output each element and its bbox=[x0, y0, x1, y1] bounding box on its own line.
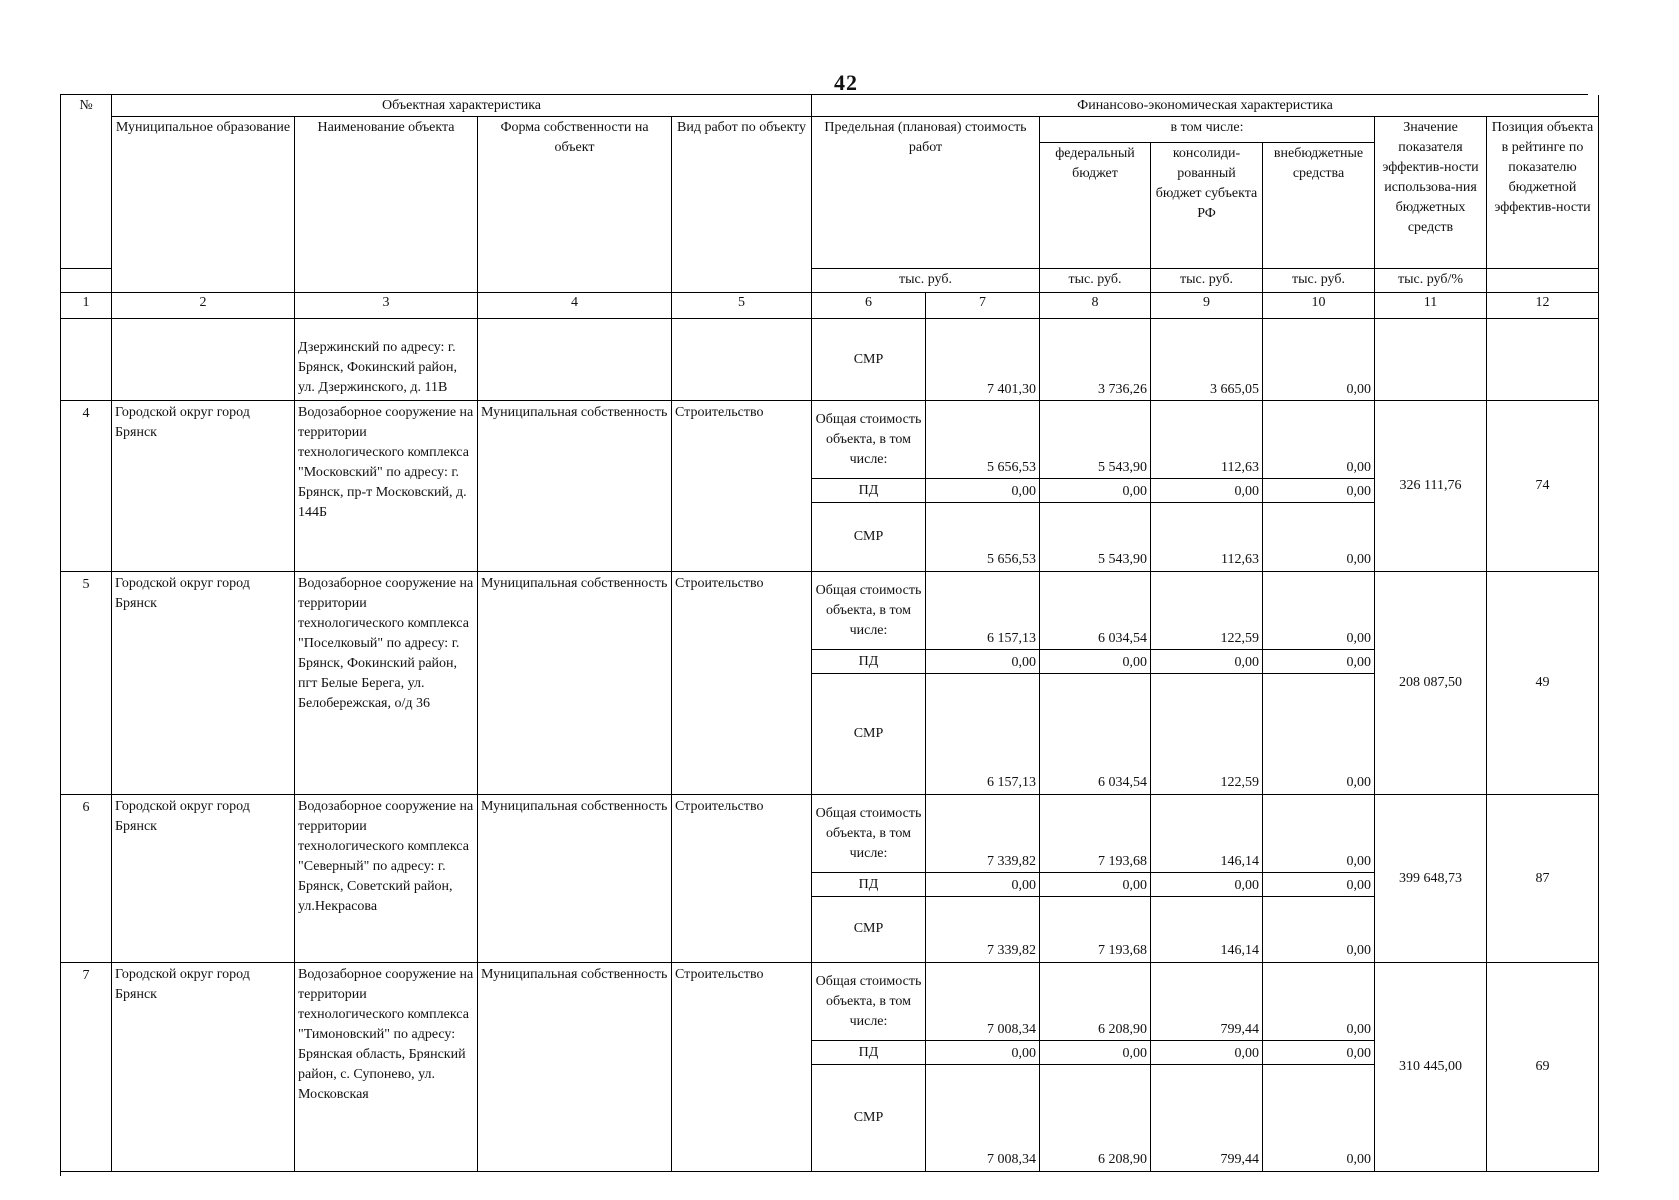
cost-breakdown-label-smr: СМР bbox=[853, 725, 884, 741]
row-number: 4 bbox=[61, 401, 112, 572]
row-municipality: Городской округ город Брянск bbox=[112, 963, 295, 1172]
extrabudget-funds-stack bbox=[1263, 572, 1375, 795]
header-object-characteristic: Объектная характеристика bbox=[112, 95, 812, 117]
limit-cost-stack bbox=[926, 963, 1040, 1172]
cost-breakdown-label-stack bbox=[812, 572, 926, 795]
limit-cost-stack bbox=[926, 572, 1040, 795]
col-number: 9 bbox=[1151, 293, 1263, 319]
row-work-type: Строительство bbox=[672, 795, 812, 963]
unit-extrabudget: тыс. руб. bbox=[1263, 269, 1375, 293]
partial-smr-federal: 3 736,26 bbox=[1040, 319, 1151, 401]
col-number: 1 bbox=[61, 293, 112, 319]
efficiency-value: 326 111,76 bbox=[1375, 401, 1487, 572]
consolidated-budget-total: 112,63 bbox=[1151, 401, 1262, 479]
unit-consolidated: тыс. руб. bbox=[1151, 269, 1263, 293]
federal-budget-stack bbox=[1040, 963, 1151, 1172]
cost-breakdown-label-total: Общая стоимость объекта, в том числе: bbox=[812, 401, 925, 479]
col-number: 7 bbox=[926, 293, 1040, 319]
limit-cost-total: 5 656,53 bbox=[926, 401, 1039, 479]
header-rating: Позиция объекта в рейтинге по показателю бюджетной эффектив-ности bbox=[1487, 117, 1599, 269]
federal-budget-pd: 0,00 bbox=[1040, 873, 1150, 897]
limit-cost-stack bbox=[926, 795, 1040, 963]
federal-budget-total: 6 208,90 bbox=[1040, 963, 1150, 1041]
extrabudget-funds-smr: 0,00 bbox=[1346, 775, 1371, 790]
partial-smr-total: 7 401,30 bbox=[926, 319, 1040, 401]
col-number: 2 bbox=[112, 293, 295, 319]
efficiency-value: 208 087,50 bbox=[1375, 572, 1487, 795]
limit-cost-smr: 5 656,53 bbox=[987, 552, 1036, 567]
extrabudget-funds-total: 0,00 bbox=[1263, 795, 1374, 873]
consolidated-budget-total: 799,44 bbox=[1151, 963, 1262, 1041]
header-including: в том числе: bbox=[1040, 117, 1375, 143]
col-number: 8 bbox=[1040, 293, 1151, 319]
federal-budget-pd: 0,00 bbox=[1040, 479, 1150, 503]
partial-ownership bbox=[478, 319, 672, 401]
row-work-type: Строительство bbox=[672, 401, 812, 572]
page-number: 42 bbox=[834, 70, 858, 95]
federal-budget-total: 5 543,90 bbox=[1040, 401, 1150, 479]
limit-cost-pd: 0,00 bbox=[926, 1041, 1039, 1065]
row-ownership: Муниципальная собственность bbox=[478, 401, 672, 572]
extrabudget-funds-pd: 0,00 bbox=[1263, 650, 1374, 674]
col-number: 10 bbox=[1263, 293, 1375, 319]
cost-breakdown-label-pd: ПД bbox=[812, 479, 925, 503]
consolidated-budget-stack bbox=[1151, 401, 1263, 572]
extrabudget-funds-stack bbox=[1263, 963, 1375, 1172]
rating-position: 49 bbox=[1487, 572, 1599, 795]
cost-breakdown-label-pd: ПД bbox=[812, 1041, 925, 1065]
col-number: 3 bbox=[295, 293, 478, 319]
rating-position: 74 bbox=[1487, 401, 1599, 572]
federal-budget-stack bbox=[1040, 572, 1151, 795]
cost-breakdown-label-stack bbox=[812, 401, 926, 572]
limit-cost-pd: 0,00 bbox=[926, 479, 1039, 503]
partial-no bbox=[61, 319, 112, 401]
row-number: 6 bbox=[61, 795, 112, 963]
row-work-type: Строительство bbox=[672, 572, 812, 795]
header-municipality: Муниципальное образование bbox=[112, 117, 295, 293]
partial-object-name bbox=[295, 319, 478, 401]
header-consolidated: консолиди-рованный бюджет субъекта РФ bbox=[1151, 143, 1263, 269]
row-work-type: Строительство bbox=[672, 963, 812, 1172]
consolidated-budget-total: 146,14 bbox=[1151, 795, 1262, 873]
extrabudget-funds-total: 0,00 bbox=[1263, 572, 1374, 650]
limit-cost-smr: 7 008,34 bbox=[987, 1152, 1036, 1167]
header-object-name: Наименование объекта bbox=[295, 117, 478, 293]
federal-budget-smr: 5 543,90 bbox=[1098, 552, 1147, 567]
consolidated-budget-total: 122,59 bbox=[1151, 572, 1262, 650]
federal-budget-smr: 6 034,54 bbox=[1098, 775, 1147, 790]
extrabudget-funds-stack bbox=[1263, 401, 1375, 572]
limit-cost-total: 7 008,34 bbox=[926, 963, 1039, 1041]
extrabudget-funds-pd: 0,00 bbox=[1263, 873, 1374, 897]
row-municipality: Городской округ город Брянск bbox=[112, 795, 295, 963]
cost-breakdown-label-pd: ПД bbox=[812, 873, 925, 897]
consolidated-budget-stack bbox=[1151, 795, 1263, 963]
limit-cost-pd: 0,00 bbox=[926, 650, 1039, 674]
header-efficiency: Значение показателя эффектив-ности использова-ния бюджетных средств bbox=[1375, 117, 1487, 269]
partial-municipality bbox=[112, 319, 295, 401]
consolidated-budget-smr: 122,59 bbox=[1220, 775, 1259, 790]
limit-cost-stack bbox=[926, 401, 1040, 572]
efficiency-value: 310 445,00 bbox=[1375, 963, 1487, 1172]
partial-work bbox=[672, 319, 812, 401]
cost-breakdown-label-smr: СМР bbox=[853, 921, 884, 936]
limit-cost-smr: 7 339,82 bbox=[987, 943, 1036, 958]
extrabudget-funds-pd: 0,00 bbox=[1263, 1041, 1374, 1065]
unit-efficiency: тыс. руб/% bbox=[1375, 269, 1487, 293]
consolidated-budget-stack bbox=[1151, 572, 1263, 795]
efficiency-value: 399 648,73 bbox=[1375, 795, 1487, 963]
header-extrabudget: внебюджетные средства bbox=[1263, 143, 1375, 269]
row-number: 5 bbox=[61, 572, 112, 795]
federal-budget-stack bbox=[1040, 795, 1151, 963]
unit-rating-empty bbox=[1487, 269, 1599, 293]
federal-budget-stack bbox=[1040, 401, 1151, 572]
report-sheet bbox=[60, 94, 1594, 1176]
extrabudget-funds-smr: 0,00 bbox=[1346, 943, 1371, 958]
header-work-type: Вид работ по объекту bbox=[672, 117, 812, 293]
header-limit-cost: Предельная (плановая) стоимость работ bbox=[812, 117, 1040, 269]
federal-budget-pd: 0,00 bbox=[1040, 650, 1150, 674]
unit-federal: тыс. руб. bbox=[1040, 269, 1151, 293]
consolidated-budget-smr: 799,44 bbox=[1220, 1152, 1259, 1167]
row-ownership: Муниципальная собственность bbox=[478, 572, 672, 795]
extrabudget-funds-total: 0,00 bbox=[1263, 401, 1374, 479]
federal-budget-smr: 6 208,90 bbox=[1098, 1152, 1147, 1167]
partial-object-name-text: Дзержинский по адресу: г. Брянск, Фокинский район, ул. Дзержинского, д. 11В bbox=[298, 340, 458, 395]
cost-breakdown-label-total: Общая стоимость объекта, в том числе: bbox=[812, 572, 925, 650]
partial-smr-extra: 0,00 bbox=[1263, 319, 1375, 401]
col-number: 12 bbox=[1487, 293, 1599, 319]
row-municipality: Городской округ город Брянск bbox=[112, 572, 295, 795]
rating-position: 87 bbox=[1487, 795, 1599, 963]
cost-breakdown-label-smr: СМР bbox=[853, 1109, 884, 1125]
consolidated-budget-stack bbox=[1151, 963, 1263, 1172]
extrabudget-funds-stack bbox=[1263, 795, 1375, 963]
header-ownership: Форма собственности на объект bbox=[478, 117, 672, 293]
federal-budget-pd: 0,00 bbox=[1040, 1041, 1150, 1065]
row-municipality: Городской округ город Брянск bbox=[112, 401, 295, 572]
row-object-name: Водозаборное сооружение на территории технологического комплекса "Северный" по адресу: г. Брянск, Советский район, ул.Некрасова bbox=[295, 795, 478, 963]
row-ownership: Муниципальная собственность bbox=[478, 795, 672, 963]
row-object-name: Водозаборное сооружение на территории технологического комплекса "Тимоновский" по адресу: Брянская область, Брянский район, с. Супонево, ул. Московская bbox=[295, 963, 478, 1172]
limit-cost-smr: 6 157,13 bbox=[987, 775, 1036, 790]
cost-breakdown-label-stack bbox=[812, 795, 926, 963]
row-ownership: Муниципальная собственность bbox=[478, 963, 672, 1172]
col-number: 11 bbox=[1375, 293, 1487, 319]
federal-budget-total: 6 034,54 bbox=[1040, 572, 1150, 650]
consolidated-budget-pd: 0,00 bbox=[1151, 873, 1262, 897]
extrabudget-funds-smr: 0,00 bbox=[1346, 552, 1371, 567]
partial-efficiency bbox=[1375, 319, 1487, 401]
extrabudget-funds-smr: 0,00 bbox=[1346, 1152, 1371, 1167]
extrabudget-funds-total: 0,00 bbox=[1263, 963, 1374, 1041]
limit-cost-total: 6 157,13 bbox=[926, 572, 1039, 650]
partial-smr-label: СМР bbox=[812, 319, 926, 401]
partial-rating bbox=[1487, 319, 1599, 401]
cost-breakdown-label-total: Общая стоимость объекта, в том числе: bbox=[812, 963, 925, 1041]
unit-cost: тыс. руб. bbox=[812, 269, 1040, 293]
federal-budget-smr: 7 193,68 bbox=[1098, 943, 1147, 958]
header-financial-characteristic: Финансово-экономическая характеристика bbox=[812, 95, 1599, 117]
limit-cost-total: 7 339,82 bbox=[926, 795, 1039, 873]
rating-position: 69 bbox=[1487, 963, 1599, 1172]
cost-breakdown-label-total: Общая стоимость объекта, в том числе: bbox=[812, 795, 925, 873]
consolidated-budget-smr: 112,63 bbox=[1221, 552, 1259, 567]
partial-smr-consolidated: 3 665,05 bbox=[1151, 319, 1263, 401]
col-number: 6 bbox=[812, 293, 926, 319]
federal-budget-total: 7 193,68 bbox=[1040, 795, 1150, 873]
consolidated-budget-pd: 0,00 bbox=[1151, 479, 1262, 503]
header-federal: федеральный бюджет bbox=[1040, 143, 1151, 269]
row-number: 7 bbox=[61, 963, 112, 1172]
row-object-name: Водозаборное сооружение на территории технологического комплекса "Московский" по адресу: г. Брянск, пр-т Московский, д. 144Б bbox=[295, 401, 478, 572]
limit-cost-pd: 0,00 bbox=[926, 873, 1039, 897]
units-empty bbox=[61, 269, 112, 293]
col-number: 4 bbox=[478, 293, 672, 319]
cost-breakdown-label-stack bbox=[812, 963, 926, 1172]
cost-breakdown-label-pd: ПД bbox=[812, 650, 925, 674]
consolidated-budget-smr: 146,14 bbox=[1220, 943, 1259, 958]
col-number: 5 bbox=[672, 293, 812, 319]
extrabudget-funds-pd: 0,00 bbox=[1263, 479, 1374, 503]
budget-table bbox=[60, 94, 1594, 1176]
header-no: № bbox=[61, 95, 112, 269]
row-object-name: Водозаборное сооружение на территории технологического комплекса "Поселковый" по адресу: г. Брянск, Фокинский район, пгт Белые Берега, ул. Белобережская, о/д 36 bbox=[295, 572, 478, 795]
cost-breakdown-label-smr: СМР bbox=[853, 528, 884, 544]
consolidated-budget-pd: 0,00 bbox=[1151, 1041, 1262, 1065]
consolidated-budget-pd: 0,00 bbox=[1151, 650, 1262, 674]
